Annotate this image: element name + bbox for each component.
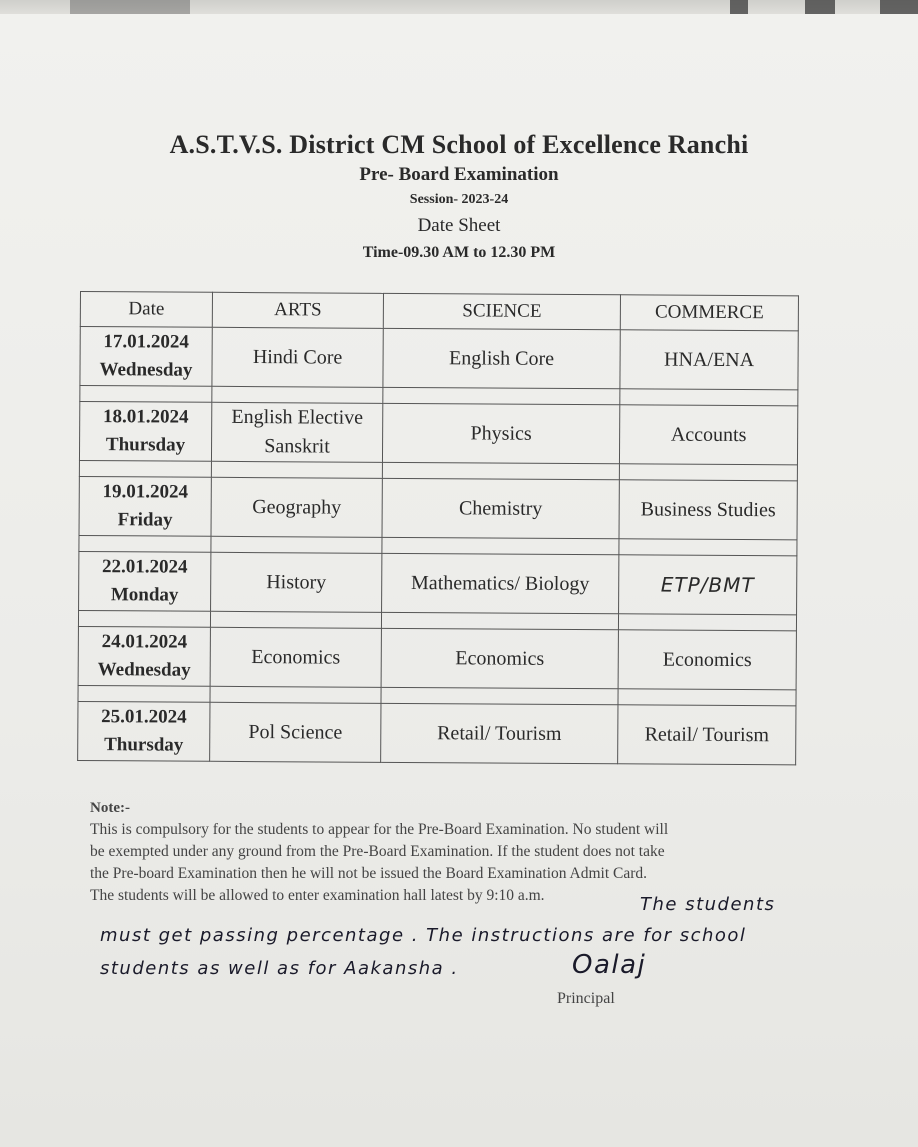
edge-marks — [70, 0, 190, 14]
table-row — [78, 626, 796, 689]
exam-day: Wednesday — [99, 359, 193, 381]
handwritten-note: The students — [640, 894, 776, 915]
school-name: A.S.T.V.S. District CM School of Excellence Ranchi — [169, 130, 749, 159]
exam-title: Pre- Board Examination — [359, 164, 559, 185]
col-header-arts: ARTS — [212, 292, 383, 328]
exam-date: 17.01.2024 — [103, 331, 190, 353]
science-cell: Physics — [382, 403, 619, 463]
principal-label: Principal — [557, 990, 615, 1007]
science-cell: Economics — [381, 628, 618, 688]
col-header-date: Date — [80, 292, 212, 328]
date-cell — [79, 402, 211, 462]
handwritten-note: must get passing percentage . The instructions are for school — [100, 925, 747, 946]
science-cell: Chemistry — [382, 478, 619, 538]
date-cell — [78, 626, 210, 686]
edge-mark — [730, 0, 748, 14]
arts-cell: Pol Science — [210, 702, 381, 762]
col-header-commerce: COMMERCE — [620, 295, 798, 331]
table-row — [78, 701, 796, 764]
exam-date: 18.01.2024 — [102, 406, 189, 428]
arts-subject: Sanskrit — [264, 435, 330, 458]
exam-date: 22.01.2024 — [102, 556, 188, 578]
commerce-cell: HNA/ENA — [620, 330, 798, 390]
edge-mark — [805, 0, 835, 14]
table-row — [80, 327, 798, 390]
commerce-cell: Economics — [618, 630, 796, 690]
table-row — [79, 551, 797, 614]
date-sheet-table — [77, 291, 799, 765]
table-header-row — [80, 292, 798, 331]
principal-signature: Oalaj — [572, 950, 647, 980]
science-cell: Retail/ Tourism — [381, 703, 618, 763]
arts-cell — [211, 402, 382, 462]
commerce-cell: Business Studies — [619, 480, 797, 540]
note-line: The students will be allowed to enter examination hall latest by 9:10 a.m. — [90, 887, 545, 904]
exam-day: Wednesday — [97, 659, 191, 681]
table-row — [79, 476, 797, 539]
arts-cell: Hindi Core — [212, 327, 383, 387]
science-cell: Mathematics/ Biology — [382, 553, 619, 613]
session: Session- 2023-24 — [409, 192, 509, 207]
arts-cell: History — [211, 552, 382, 612]
doc-type: Date Sheet — [417, 215, 501, 236]
exam-date: 25.01.2024 — [101, 706, 187, 728]
date-cell — [78, 701, 210, 761]
note-line: the Pre-board Examination then he will not be issued the Board Examination Admit Card. — [90, 865, 648, 882]
table-row — [79, 402, 797, 465]
handwritten-note: students as well as for Aakansha . — [100, 958, 459, 979]
exam-day: Thursday — [105, 434, 186, 456]
date-cell — [79, 476, 211, 536]
date-cell — [80, 327, 212, 387]
exam-time: Time-09.30 AM to 12.30 PM — [362, 244, 556, 261]
note-line: be exempted under any ground from the Pre-Board Examination. If the student does not take — [90, 843, 665, 860]
exam-day: Monday — [110, 584, 179, 606]
notes-section — [90, 797, 810, 907]
arts-cell: Geography — [211, 477, 382, 537]
science-cell: English Core — [383, 328, 620, 388]
exam-date: 19.01.2024 — [102, 481, 189, 503]
notes-heading: Note:- — [90, 800, 130, 816]
commerce-cell: Retail/ Tourism — [618, 705, 796, 765]
commerce-cell: ETP/BMT — [619, 555, 797, 615]
exam-day: Friday — [117, 509, 173, 531]
date-cell — [79, 551, 211, 611]
arts-subject: English Elective — [231, 405, 364, 429]
col-header-science: SCIENCE — [383, 293, 620, 329]
note-line: This is compulsory for the students to appear for the Pre-Board Examination. No student will — [90, 821, 669, 838]
arts-cell: Economics — [210, 627, 381, 687]
exam-day: Thursday — [104, 734, 184, 756]
edge-mark — [880, 0, 918, 14]
exam-date: 24.01.2024 — [101, 631, 188, 653]
commerce-cell: Accounts — [619, 405, 797, 465]
